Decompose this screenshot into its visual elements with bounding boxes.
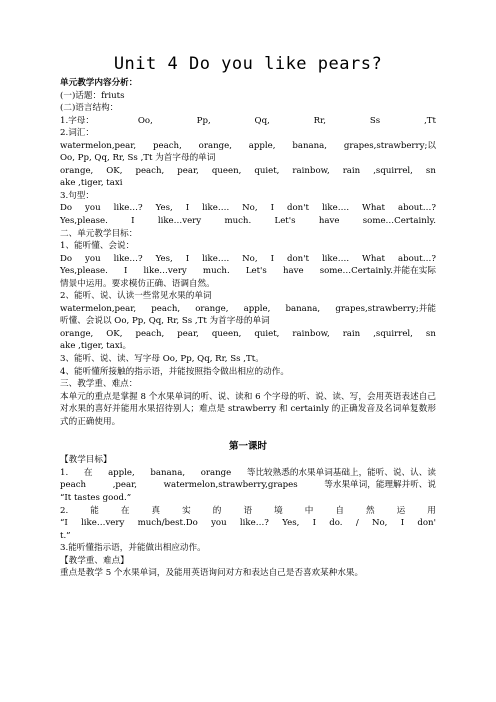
- word-token: rainbow,: [292, 328, 330, 339]
- sentence-heading: 3.句型：: [60, 190, 94, 201]
- goal-line: ake ,tiger, taxi。: [60, 341, 132, 352]
- word-token: like…?: [113, 203, 143, 214]
- word-token: I: [270, 203, 274, 214]
- word-token: apple,: [248, 140, 276, 151]
- word-token: I: [400, 518, 405, 529]
- word-token: 的: [212, 505, 222, 516]
- word-token: like….: [321, 253, 350, 264]
- goal-line: [60, 265, 436, 278]
- word-token: like…very: [157, 216, 202, 227]
- teaching-goals-heading: 【教学目标】: [60, 455, 112, 466]
- word-token: grapes,strawberry;并能: [335, 303, 436, 314]
- word-token: have: [318, 216, 340, 227]
- word-token: ,squirrel,: [373, 328, 413, 339]
- word-token: quiet,: [254, 165, 280, 176]
- word-token: 实: [182, 505, 191, 516]
- word-token: Oo,: [137, 115, 153, 126]
- word-token: peach,: [153, 140, 182, 151]
- word-token: rain: [342, 328, 361, 339]
- vocab-heading: 2.词汇：: [60, 128, 94, 139]
- teaching-goal-line: 3.能听懂指示语，并能做出相应动作。: [60, 543, 206, 554]
- topic-line: (一)话题：friuts: [60, 90, 125, 101]
- word-token: I: [185, 203, 190, 214]
- word-token: Qq,: [254, 115, 270, 126]
- word-token: orange,: [60, 328, 94, 339]
- word-token: orange,: [195, 303, 229, 314]
- word-token: banana,: [150, 467, 186, 478]
- word-token: much/best.Do: [137, 518, 198, 529]
- keypoints-paragraph: 本单元的重点是掌握 8 个水果单词的听、说、读和 6 个字母的听、说、读、写，会用英语表述自己对水果的喜好并能用水果招待别人；难点是 strawberry 和 certainly 的正确发音及名词单复数形式的正确使用。: [60, 391, 436, 427]
- word-token: Let's: [245, 266, 267, 277]
- word-token: 用: [427, 505, 436, 516]
- word-token: apple,: [243, 303, 271, 314]
- word-token: about…?: [397, 203, 436, 214]
- goal-line: 2、能听、说、认读一些常见水果的单词: [60, 291, 212, 302]
- word-token: No,: [242, 203, 258, 214]
- word-token: I: [312, 518, 317, 529]
- word-token: orange: [200, 467, 232, 478]
- goal-line: 听懂、会说以 Oo, Pp, Qq, Rr, Ss ,Tt 为首字母的单词: [60, 316, 270, 327]
- word-token: rain: [342, 165, 361, 176]
- word-token: rainbow,: [292, 165, 330, 176]
- goal-line: 1、能听懂、会说：: [60, 241, 135, 252]
- word-token: 境: [274, 505, 283, 516]
- unit-title: Unit 4 Do you like pears?: [113, 54, 383, 74]
- word-token: Yes,: [155, 253, 173, 264]
- teaching-goal-line: t.”: [60, 530, 71, 541]
- word-token: like….: [202, 253, 230, 264]
- keypoints-heading: 三、教学重、难点：: [60, 379, 138, 390]
- word-token: sn: [425, 165, 436, 176]
- word-token: grapes,strawberry;以: [343, 140, 436, 151]
- word-token: OK,: [106, 328, 123, 339]
- word-token: peach: [60, 480, 87, 491]
- sentence-line: [60, 215, 436, 228]
- word-token: much.: [202, 266, 230, 277]
- word-token: 1.字母：: [60, 115, 94, 126]
- word-token: don': [417, 518, 436, 529]
- word-token: quiet,: [254, 328, 280, 339]
- goals-heading: 二、单元教学目标：: [60, 228, 138, 239]
- word-token: 真: [151, 505, 161, 516]
- word-token: watermelon,pear,: [60, 140, 137, 151]
- word-token: Do: [60, 253, 73, 264]
- word-token: Yes,please.: [60, 216, 108, 227]
- word-token: Pp,: [196, 115, 211, 126]
- letters-line: [60, 115, 436, 128]
- word-token: much.: [224, 216, 252, 227]
- word-token: 自: [335, 505, 344, 516]
- word-token: have: [282, 266, 304, 277]
- word-token: 等比较熟悉的水果单词基础上，能听、说、认、读: [246, 467, 436, 478]
- word-token: ,squirrel,: [373, 165, 413, 176]
- vocab-line: [60, 165, 436, 178]
- word-token: 运: [396, 505, 406, 516]
- word-token: pear,: [177, 165, 199, 176]
- word-token: sn: [425, 328, 436, 339]
- word-token: like…very: [81, 518, 125, 529]
- word-token: I: [270, 253, 274, 264]
- word-token: Ss: [369, 115, 381, 126]
- word-token: queen,: [211, 165, 242, 176]
- word-token: Let's: [274, 216, 296, 227]
- lesson-title: 第一课时: [228, 441, 267, 453]
- word-token: Do: [60, 203, 73, 214]
- word-token: “I: [60, 518, 68, 529]
- word-token: Yes,: [155, 203, 173, 214]
- word-token: What: [362, 203, 385, 214]
- teaching-goal-line: [60, 479, 436, 492]
- word-token: you: [85, 203, 101, 214]
- word-token: 语: [243, 505, 253, 516]
- word-token: you: [85, 253, 101, 264]
- word-token: like…very: [143, 266, 187, 277]
- word-token: No,: [371, 518, 388, 529]
- goal-line: [60, 253, 436, 266]
- word-token: peach,: [135, 165, 165, 176]
- analysis-heading: 单元教学内容分析：: [60, 78, 138, 88]
- word-token: No,: [242, 253, 258, 264]
- word-token: Yes,please.: [60, 266, 108, 277]
- word-token: 在: [120, 505, 130, 516]
- goal-line: 4、能听懂所接触的指示语，并能按照指令做出相应的动作。: [60, 366, 289, 377]
- word-token: like….: [321, 203, 350, 214]
- word-token: orange,: [198, 140, 232, 151]
- word-token: I: [131, 216, 135, 227]
- word-token: don't: [286, 203, 309, 214]
- word-token: pear,: [177, 328, 199, 339]
- goal-line: [60, 303, 436, 316]
- teaching-goal-line: [60, 467, 436, 480]
- word-token: some…Certainly.并能在实际: [319, 266, 436, 277]
- word-token: peach,: [135, 328, 165, 339]
- word-token: 然: [366, 505, 375, 516]
- word-token: you: [211, 518, 227, 529]
- vocab-line: ake ,tiger, taxi: [60, 178, 123, 189]
- teaching-goal-line: [60, 517, 436, 530]
- word-token: 1.: [60, 467, 69, 478]
- word-token: watermelon,pear,: [60, 303, 137, 314]
- word-token: Yes,: [282, 518, 300, 529]
- word-token: 在: [83, 467, 93, 478]
- vocab-line: Oo, Pp, Qq, Rr, Ss ,Tt 为首字母的单词: [60, 153, 216, 164]
- word-token: like…?: [239, 518, 269, 529]
- word-token: peach,: [151, 303, 181, 314]
- keypoints2-heading: 【教学重、难点】: [60, 555, 129, 566]
- word-token: 能: [90, 505, 99, 516]
- word-token: queen,: [211, 328, 242, 339]
- word-token: like….: [202, 203, 230, 214]
- word-token: What: [362, 253, 385, 264]
- word-token: do.: [329, 518, 343, 529]
- word-token: banana,: [292, 140, 328, 151]
- word-token: 中: [304, 505, 314, 516]
- teaching-goal-line: “It tastes good.”: [60, 492, 132, 503]
- teaching-goal-line: [60, 505, 436, 518]
- sentence-line: [60, 202, 436, 215]
- word-token: 等水果单词，能理解并听、说: [324, 480, 436, 491]
- word-token: banana,: [285, 303, 321, 314]
- word-token: I: [123, 266, 128, 277]
- word-token: OK,: [106, 165, 123, 176]
- word-token: watermelon,strawberry,grapes: [163, 480, 298, 491]
- language-structure-line: (二)语言结构：: [60, 103, 119, 114]
- goal-line: 情景中运用。要求模仿正确、语调自然。: [60, 278, 215, 289]
- word-token: don't: [286, 253, 309, 264]
- word-token: some…Certainly.: [362, 216, 436, 227]
- document-page: [60, 54, 436, 580]
- goal-line: 3、能听、说、读、写字母 Oo, Pp, Qq, Rr, Ss ,Tt。: [60, 354, 264, 365]
- word-token: I: [185, 253, 190, 264]
- word-token: ,pear,: [112, 480, 138, 491]
- word-token: Rr,: [313, 115, 327, 126]
- vocab-line: [60, 140, 436, 153]
- word-token: 2.: [60, 505, 69, 516]
- word-token: like…?: [113, 253, 143, 264]
- keypoints2-paragraph: 重点是教学 5 个水果单词，及能用英语询问对方和表达自己是否喜欢某种水果。: [60, 568, 364, 579]
- word-token: ,Tt: [424, 115, 436, 126]
- word-token: orange,: [60, 165, 94, 176]
- goal-line: [60, 328, 436, 341]
- word-token: about…?: [397, 253, 436, 264]
- word-token: apple,: [108, 467, 135, 478]
- word-token: /: [355, 518, 359, 529]
